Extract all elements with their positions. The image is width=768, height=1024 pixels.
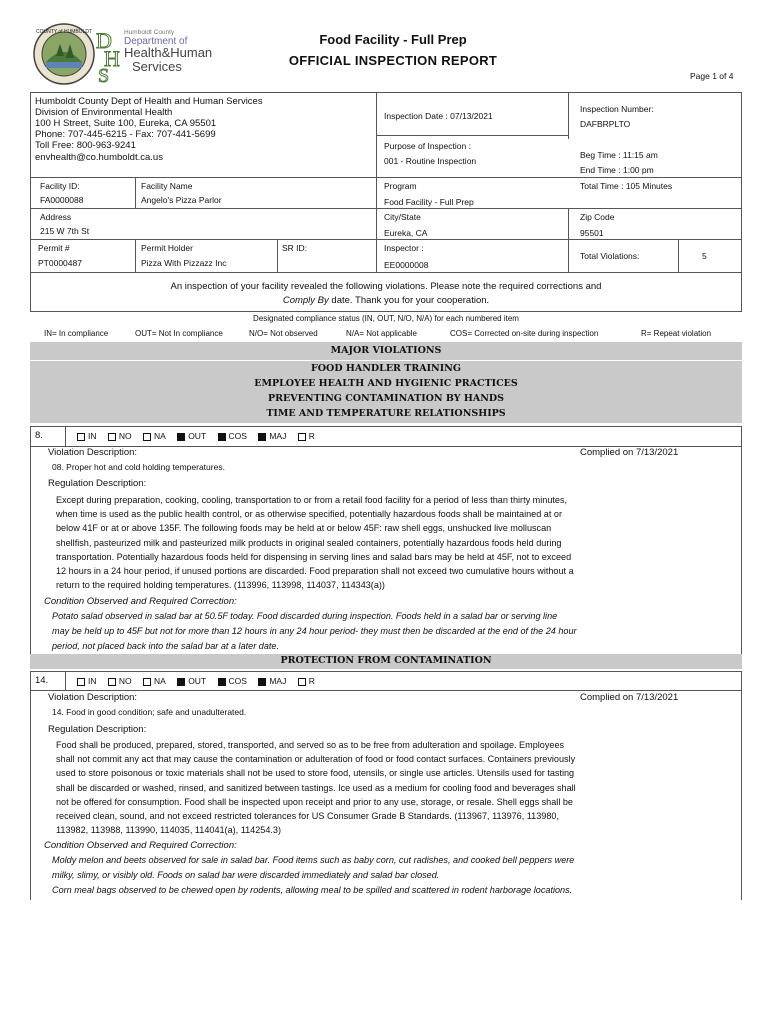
status-maj-label: MAJ <box>269 431 287 441</box>
legend-cos: COS= Corrected on-site during inspection <box>450 329 599 338</box>
violation-8-regulation <box>56 493 574 592</box>
reg-line: 12 hours in a 24 hour period, if unused portions are discarded. Food preparation shall not exceed two cumulative hours without a <box>56 566 574 577</box>
checkbox-na[interactable] <box>143 433 151 441</box>
category-employee-health: EMPLOYEE HEALTH AND HYGIENIC PRACTICES <box>254 378 518 389</box>
checkbox-no[interactable] <box>108 678 116 686</box>
agency-logo <box>32 22 212 86</box>
reg-line: transportation. Potentially hazardous foods held for dispensing in serving lines and salad bars may be held at 45F, not to exceed <box>56 551 572 562</box>
cond-line: Potato salad observed in salad bar at 50.5F today. Food discarded during inspection. Foods held in a salad bar or serving line <box>52 611 558 621</box>
agency-phone: Phone: 707-445-6215 - Fax: 707-441-5699 <box>35 129 216 140</box>
legend-title: Designated compliance status (IN, OUT, N/O, N/A) for each numbered item <box>253 314 519 323</box>
svg-text:H: H <box>104 46 120 71</box>
status-maj-label: MAJ <box>269 676 287 686</box>
status-in-label: IN <box>88 676 97 686</box>
status-cos-label: COS <box>228 431 247 441</box>
inspection-number: DAFBRPLTO <box>580 119 631 129</box>
checkbox-r[interactable] <box>298 678 306 686</box>
county-seal-icon <box>32 22 212 86</box>
purpose-value: 001 - Routine Inspection <box>384 156 477 166</box>
reg-line: return to the required holding temperatures. (113996, 113998, 114037, 114343(a)) <box>56 580 385 591</box>
legend-r: R= Repeat violation <box>641 329 712 338</box>
facility-name-label: Facility Name <box>141 181 193 191</box>
agency-tollfree: Toll Free: 800-963-9241 <box>35 140 136 151</box>
inspector-label: Inspector : <box>384 243 424 253</box>
checkbox-out[interactable] <box>177 433 185 441</box>
notice-line2-rest: date. Thank you for your cooperation. <box>328 295 490 306</box>
violation-14-number: 14. <box>35 675 49 686</box>
agency-email[interactable]: envhealth@co.humboldt.ca.us <box>35 152 163 163</box>
status-cos-label: COS <box>228 676 247 686</box>
permit-label: Permit # <box>38 243 70 253</box>
city-value: Eureka, CA <box>384 228 428 238</box>
end-time: End Time : 1:00 pm <box>580 165 654 175</box>
violation-14-complied: Complied on 7/13/2021 <box>580 692 679 703</box>
violation-8-complied: Complied on 7/13/2021 <box>580 447 679 458</box>
agency-division: Division of Environmental Health <box>35 107 173 118</box>
reg-line: 113982, 113988, 113990, 114035, 114041(a), 114254.3) <box>56 825 282 836</box>
agency-address: 100 H Street, Suite 100, Eureka, CA 95501 <box>35 118 217 129</box>
page-number: Page 1 of 4 <box>690 71 734 81</box>
legend-no: N/O= Not observed <box>249 329 318 338</box>
svg-text:D: D <box>96 28 112 53</box>
checkbox-na[interactable] <box>143 678 151 686</box>
violation-8-desc-label: Violation Description: <box>48 447 138 458</box>
reg-line: Except during preparation, cooking, cooling, transportation to or from a retail food facility for a period of less than thirty minutes, <box>56 495 568 505</box>
purpose-label: Purpose of Inspection : <box>384 141 471 151</box>
violation-8-number: 8. <box>35 430 43 441</box>
checkbox-r[interactable] <box>298 433 306 441</box>
address-value: 215 W 7th St <box>40 226 90 236</box>
inspection-date: Inspection Date : 07/13/2021 <box>384 111 493 121</box>
violation-14-desc: 14. Food in good condition; safe and unadulterated. <box>52 707 247 717</box>
address-label: Address <box>40 212 72 222</box>
total-violations-label: Total Violations: <box>580 251 640 261</box>
facility-id: FA0000088 <box>40 195 84 205</box>
logo-line1: Humboldt County <box>124 29 175 36</box>
reg-line: received clean, sound, and not exceed restricted tolerances for US Consumer Grade B Standards. (113967, 113976, 113980, <box>56 811 559 822</box>
status-out-label: OUT <box>188 676 207 686</box>
legend-out: OUT= Not In compliance <box>135 329 223 338</box>
city-label: City/State <box>384 212 421 222</box>
status-na-label: NA <box>154 431 166 441</box>
violation-8-status <box>77 431 324 441</box>
cond-line: period, not placed back into the salad bar at a later date. <box>52 641 279 651</box>
checkbox-in[interactable] <box>77 678 85 686</box>
violation-8-desc: 08. Proper hot and cold holding temperatures. <box>52 462 225 472</box>
violation-14-reg-label: Regulation Description: <box>48 724 147 735</box>
program-label: Program <box>384 181 417 191</box>
permit-value: PT0000487 <box>38 258 82 268</box>
checkbox-out[interactable] <box>177 678 185 686</box>
zip-value: 95501 <box>580 228 604 238</box>
violation-14-cond-label: Condition Observed and Required Correction: <box>44 840 237 851</box>
report-title: Food Facility - Full Prep <box>319 32 467 47</box>
checkbox-in[interactable] <box>77 433 85 441</box>
status-r-label: R <box>308 431 315 441</box>
inspection-number-label: Inspection Number: <box>580 104 654 114</box>
inspector-value: EE0000008 <box>384 260 429 270</box>
logo-line2: Department of <box>124 36 188 47</box>
report-subtitle: OFFICIAL INSPECTION REPORT <box>288 53 498 68</box>
program-value: Food Facility - Full Prep <box>384 197 474 207</box>
permit-holder-label: Permit Holder <box>141 243 193 253</box>
status-na-label: NA <box>154 676 166 686</box>
status-in-label: IN <box>88 431 97 441</box>
zip-label: Zip Code <box>580 212 615 222</box>
major-violations-band: MAJOR VIOLATIONS <box>30 342 742 360</box>
cond-line: may be held up to 45F but not for more than 12 hours in any 24 hour period- they must then be discarded at the end of the 24 hour <box>52 626 577 636</box>
reg-line: shall not commit any act that may cause the contamination or adulteration of food or food contact surfaces. Containers previously <box>56 754 576 765</box>
reg-line: below 41F or at or above 135F. The following foods may be held at or below 45F: raw shell eggs, unshucked live molluscan <box>56 523 552 534</box>
checkbox-maj[interactable] <box>258 678 266 686</box>
checkbox-no[interactable] <box>108 433 116 441</box>
violation-14-desc-label: Violation Description: <box>48 692 138 703</box>
beg-time: Beg Time : 11:15 am <box>580 150 658 160</box>
reg-line: when time is used as the public health control, or as otherwise specified, potentially hazardous foods shall be maintained at or <box>56 509 563 520</box>
cond-line: Moldy melon and beets observed for sale in salad bar. Food items such as baby corn, cut radishes, and cooked bell peppers were <box>52 855 575 865</box>
seal-text: COUNTY of HUMBOLDT <box>35 29 93 35</box>
status-r-label: R <box>308 676 315 686</box>
status-out-label: OUT <box>188 431 207 441</box>
violation-14-regulation <box>56 738 576 837</box>
violation-14-condition <box>52 853 574 898</box>
cond-line: milky, slimy, or visibly old. Foods on salad bar were discarded immediately and salad bar closed. <box>52 870 440 880</box>
violation-14-status <box>77 676 324 686</box>
violation-8-reg-label: Regulation Description: <box>48 478 147 489</box>
checkbox-cos[interactable] <box>218 678 226 686</box>
notice-line1: An inspection of your facility revealed the following violations. Please note the required corrections and <box>170 281 602 292</box>
checkbox-cos[interactable] <box>218 433 226 441</box>
cond-line: Corn meal bags observed to be chewed open by rodents, allowing meal to be spilled and scattered in rodent harborage locations. <box>52 885 573 895</box>
category-food-handler: FOOD HANDLER TRAINING <box>311 363 461 374</box>
total-violations: 5 <box>702 251 707 261</box>
sr-id-label: SR ID: <box>282 243 308 253</box>
reg-line: used to store poisonous or toxic materials shall not be used to store food, utensils, or single use articles. Utensils used for tasting <box>56 768 575 779</box>
violation-8-cond-label: Condition Observed and Required Correction: <box>44 596 237 607</box>
facility-id-label: Facility ID: <box>40 181 80 191</box>
legend-na: N/A= Not applicable <box>346 329 417 338</box>
category-time-temp: TIME AND TEMPERATURE RELATIONSHIPS <box>266 408 506 419</box>
legend-in: IN= In compliance <box>44 329 109 338</box>
violation-8-condition <box>52 609 577 654</box>
reg-line: not be offered for consumption. Food shall be inspected upon receipt and prior to any use, storage, or resale. Shell eggs shall be <box>56 796 573 807</box>
reg-line: Food shall be produced, prepared, stored, transported, and served so as to be free from adulteration and spoilage. Employees <box>56 740 565 750</box>
notice-line2 <box>30 295 742 307</box>
status-no-label: NO <box>118 676 132 686</box>
category-hands: PREVENTING CONTAMINATION BY HANDS <box>268 393 504 404</box>
permit-holder: Pizza With Pizzazz Inc <box>141 258 227 268</box>
reg-line: shall be discarded or washed, rinsed, and sanitized between tastings. Ice used as a medium for cooling food and beverages shall <box>56 782 576 793</box>
svg-text:S: S <box>98 65 110 86</box>
checkbox-maj[interactable] <box>258 433 266 441</box>
logo-line3: Health&Human <box>124 45 212 60</box>
total-time: Total Time : 105 Minutes <box>580 181 673 191</box>
status-no-label: NO <box>118 431 132 441</box>
reg-line: shellfish, pasteurized milk and pasteurized milk products in original sealed containers, potentially hazardous foods held during <box>56 537 562 548</box>
agency-name: Humboldt County Dept of Health and Human Services <box>35 96 263 107</box>
comply-by: Comply By <box>282 295 329 306</box>
category-protection-contamination: PROTECTION FROM CONTAMINATION <box>30 654 742 669</box>
logo-line4: Services <box>132 59 182 74</box>
facility-name: Angelo's Pizza Parlor <box>141 195 222 205</box>
